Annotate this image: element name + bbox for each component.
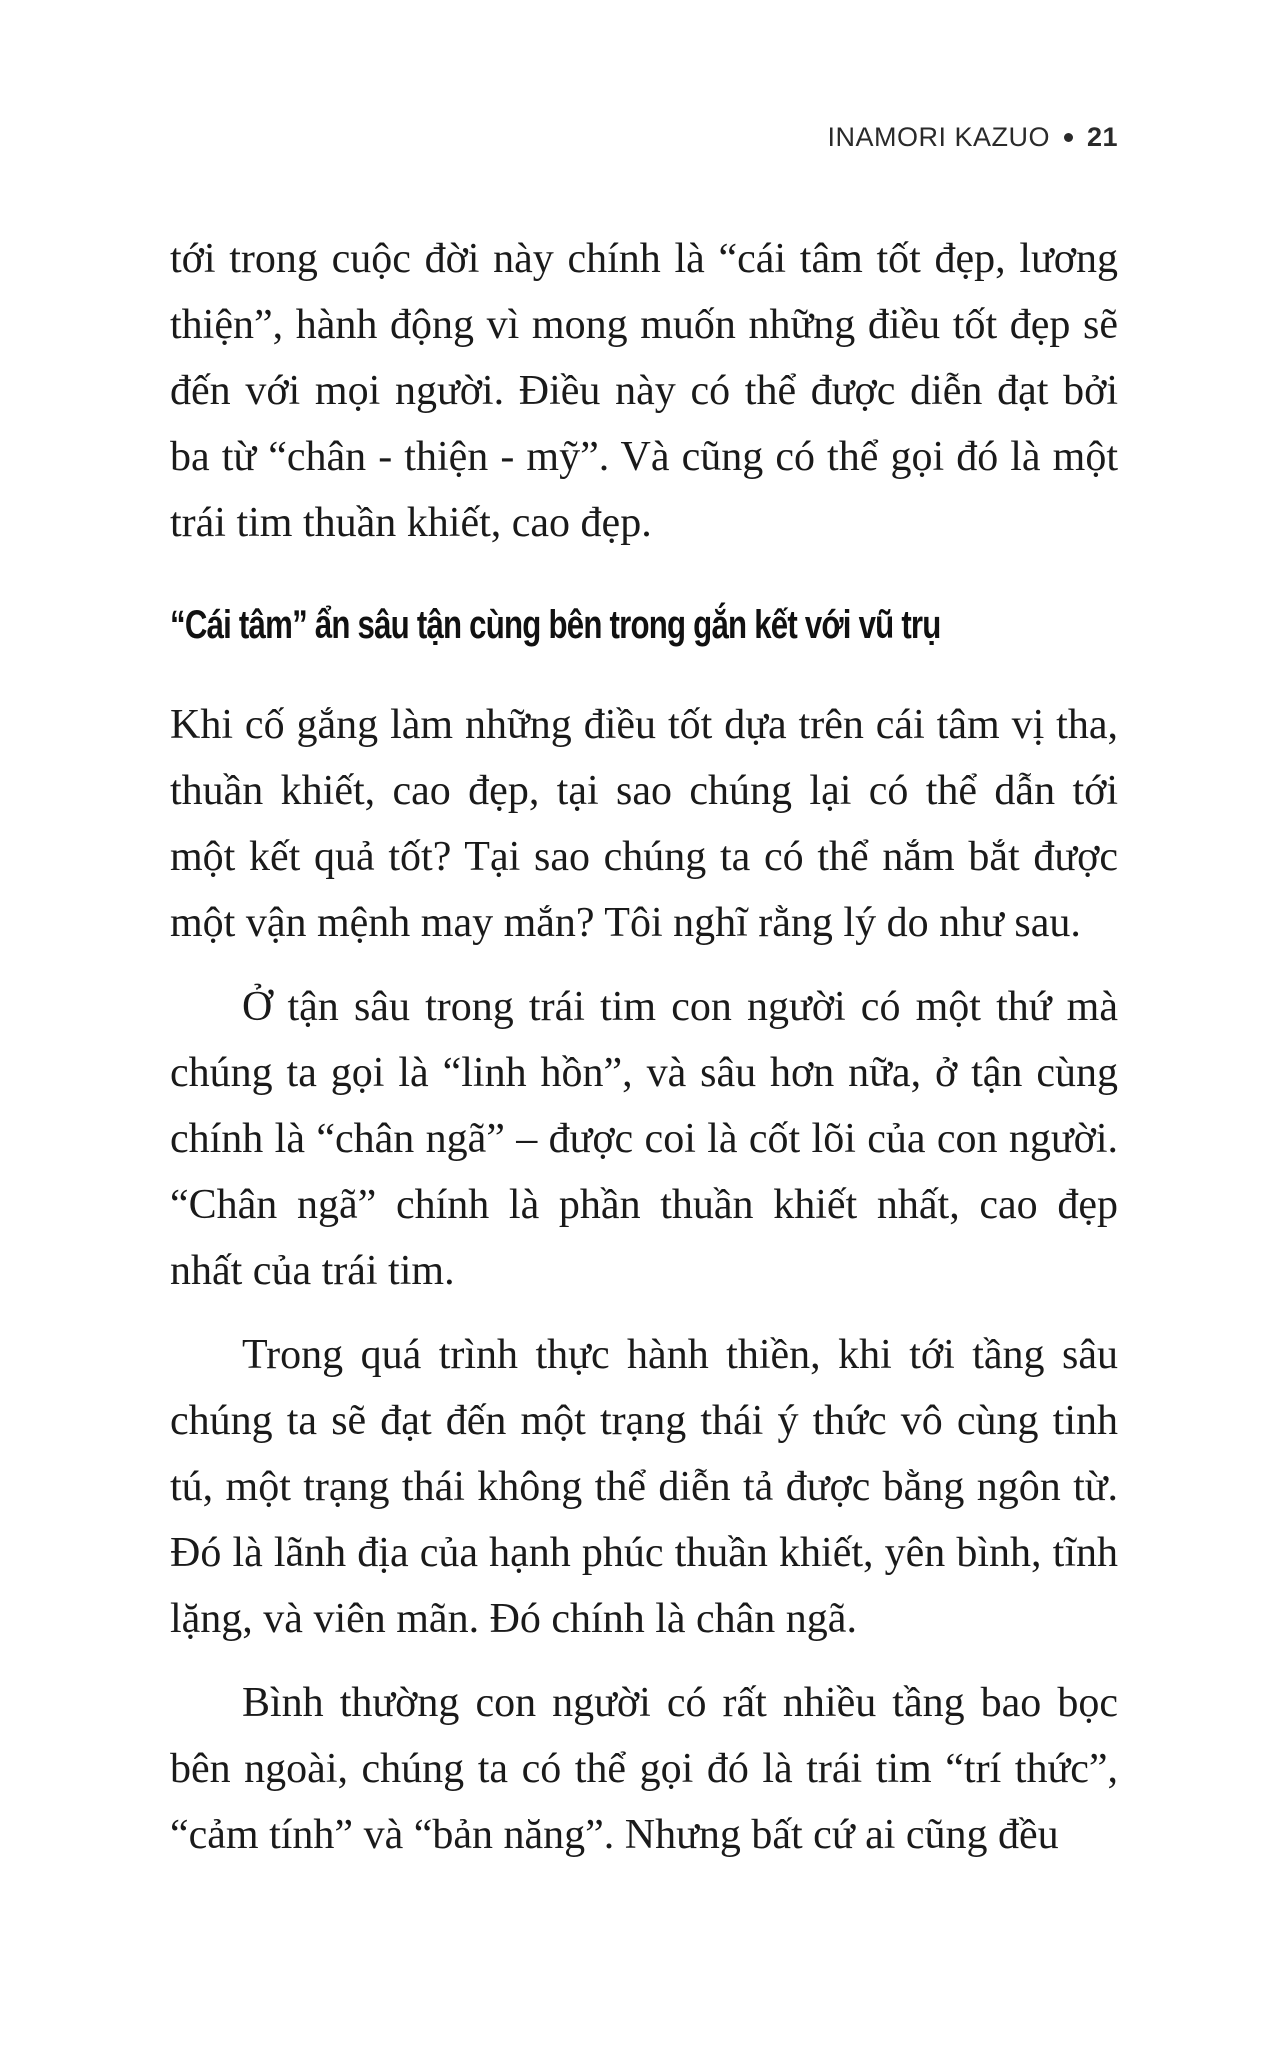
- page-number: 21: [1086, 122, 1118, 152]
- body-paragraph: Khi cố gắng làm những điều tốt dựa trên cái tâm vị tha, thuần khiết, cao đẹp, tại sao chúng lại có thể dẫn tới một kết quả tốt? Tại sao chúng ta có thể nắm bắt được một vận mệnh may mắn? Tôi nghĩ rằng lý do như sau.: [170, 702, 1118, 946]
- author-name: INAMORI KAZUO: [827, 122, 1050, 152]
- bullet-separator-icon: [1064, 133, 1073, 142]
- page-body: [170, 226, 1118, 1868]
- section-heading: “Cái tâm” ẩn sâu tận cùng bên trong gắn kết với vũ trụ: [170, 603, 941, 647]
- continued-paragraph: tới trong cuộc đời này chính là “cái tâm tốt đẹp, lương thiện”, hành động vì mong muốn những điều tốt đẹp sẽ đến với mọi người. Điều này có thể được diễn đạt bởi ba từ “chân - thiện - mỹ”. Và cũng có thể gọi đó là một trái tim thuần khiết, cao đẹp.: [170, 236, 1118, 546]
- running-header: [827, 122, 1118, 153]
- body-paragraph: Ở tận sâu trong trái tim con người có một thứ mà chúng ta gọi là “linh hồn”, và sâu hơn nữa, ở tận cùng chính là “chân ngã” – được coi là cốt lõi của con người. “Chân ngã” chính là phần thuần khiết nhất, cao đẹp nhất của trái tim.: [170, 984, 1118, 1294]
- body-paragraph: Trong quá trình thực hành thiền, khi tới tầng sâu chúng ta sẽ đạt đến một trạng thái ý thức vô cùng tinh tú, một trạng thái không thể diễn tả được bằng ngôn từ. Đó là lãnh địa của hạnh phúc thuần khiết, yên bình, tĩnh lặng, và viên mãn. Đó chính là chân ngã.: [170, 1332, 1118, 1642]
- body-paragraph: Bình thường con người có rất nhiều tầng bao bọc bên ngoài, chúng ta có thể gọi đó là trái tim “trí thức”, “cảm tính” và “bản năng”. Nhưng bất cứ ai cũng đều: [170, 1680, 1118, 1858]
